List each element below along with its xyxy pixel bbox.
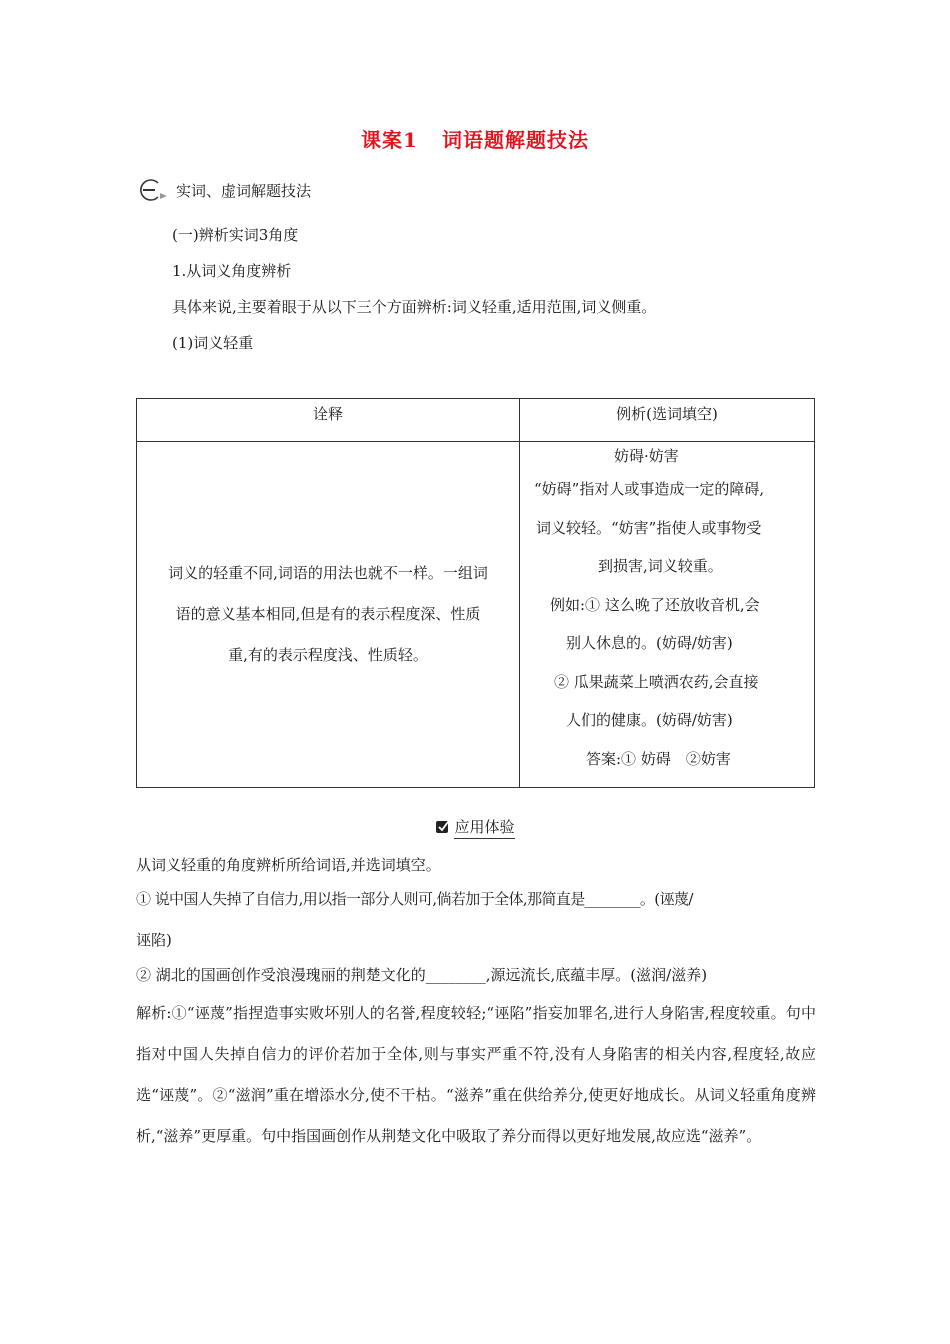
subheading-meaning: 1.从词义角度辨析 <box>172 262 292 280</box>
table-header-example: 例析(选词填空) <box>520 399 815 442</box>
example-line: 人们的健康。(妨碍/妨害) <box>566 711 733 729</box>
title-topic: 词语题解题技法 <box>441 128 589 152</box>
analysis-text: 解析:①“诬蔑”指捏造事实败坏别人的名誉,程度较轻;“诬陷”指妄加罪名,进行人身陷害,程度较重。句中指对中国人失掉自信力的评价若加于全体,则与事实严重不符,没有人身陷害的相关内容,程度轻,故应选“诬蔑”。②“滋润”重在增添水分,使不干枯。“滋养”重在供给养分,使更好地成长。从词义轻重角度辨析,“滋养”更厚重。句中指国画创作从荆楚文化中吸取了养分而得以更好地发展,故应选“滋养”。 <box>136 1004 816 1145</box>
explanation-cell <box>137 442 520 788</box>
explanation-line: 词义的轻重不同,词语的用法也就不一样。一组词 <box>168 564 488 582</box>
example-line: 到损害,词义较重。 <box>598 557 723 575</box>
example-line: 别人休息的。(妨碍/妨害) <box>566 634 733 652</box>
instruction-text: 从词义轻重的角度辨析所给词语,并选词填空。 <box>136 856 441 874</box>
section-number-icon <box>136 177 172 203</box>
question-1-continued: 诬陷) <box>136 931 172 949</box>
example-line: 词义较轻。“妨害”指使人或事物受 <box>536 518 762 537</box>
section-heading-text: 实词、虚词解题技法 <box>176 181 312 200</box>
table-header-explanation: 诠释 <box>137 399 520 442</box>
comparison-table <box>136 398 815 788</box>
page-title <box>0 124 950 153</box>
pencil-icon <box>435 819 450 838</box>
description-text: 具体来说,主要着眼于从以下三个方面辨析:词义轻重,适用范围,词义侧重。 <box>172 298 657 316</box>
subheading-notional-words: (一)辨析实词3角度 <box>172 226 299 244</box>
question-1: ① 说中国人失掉了自信力,用以指一部分人则可,倘若加于全体,那简直是________。(诬蔑/ <box>136 890 693 908</box>
table-header-row <box>137 399 815 442</box>
application-heading <box>0 816 950 838</box>
explanation-line: 重,有的表示程度浅、性质轻。 <box>228 646 428 664</box>
example-line: “妨碍”指对人或事造成一定的障碍, <box>534 480 765 498</box>
example-line: 例如:① 这么晚了还放收音机,会 <box>550 595 760 614</box>
title-lesson: 课案1 <box>361 128 418 152</box>
example-word-pair: 妨碍·妨害 <box>614 447 679 465</box>
table-row <box>137 442 815 788</box>
question-2: ② 湖北的国画创作受浪漫瑰丽的荆楚文化的________,源远流长,底蕴丰厚。(滋润/滋养) <box>136 966 708 984</box>
section-heading <box>136 176 311 204</box>
subheading-weight: (1)词义轻重 <box>172 334 254 352</box>
example-answer: 答案:① 妨碍 ②妨害 <box>586 749 731 768</box>
example-line: ② 瓜果蔬菜上喷洒农药,会直接 <box>554 672 759 691</box>
application-heading-label: 应用体验 <box>454 818 514 839</box>
example-cell <box>520 442 815 788</box>
explanation-line: 语的意义基本相同,但是有的表示程度深、性质 <box>175 605 481 623</box>
